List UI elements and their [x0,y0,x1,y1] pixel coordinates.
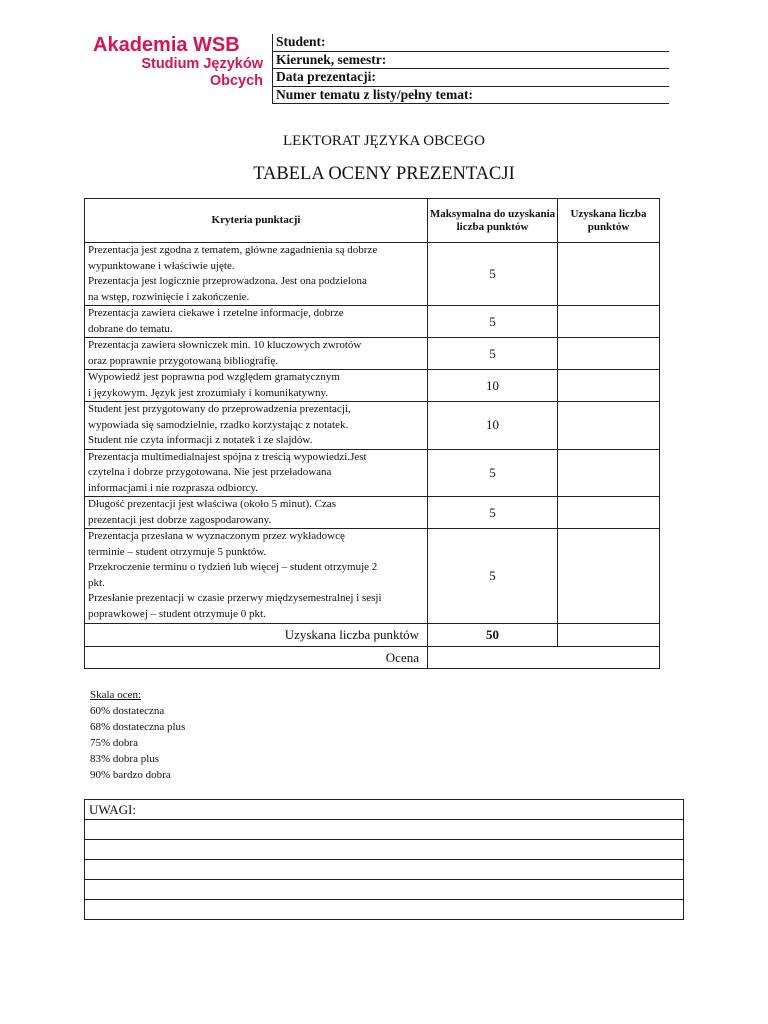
criteria-text [85,497,428,529]
scale-item: 75% dobra [90,737,138,749]
obtained-points-cell[interactable] [558,243,660,306]
criteria-line: Prezentacja jest logicznie przeprowadzona. Jest ona podzielona [88,275,367,287]
criteria-line: Długość prezentacji jest właściwa (około 5 minut). Czas [88,498,337,510]
total-obtained-cell[interactable] [558,624,660,647]
criteria-line: Student nie czyta informacji z notatek i ze slajdów. [88,434,313,446]
criteria-row [85,449,660,497]
max-points-value: 5 [428,338,558,370]
criteria-text [85,370,428,402]
criteria-line: informacjami i nie rozprasza odbiorcy. [88,481,259,494]
criteria-row [85,402,660,450]
max-points-value: 10 [428,402,558,450]
max-points-value: 5 [428,449,558,497]
criteria-text [85,449,428,497]
document-title: TABELA OCENY PREZENTACJI [253,164,515,184]
criteria-line: terminie – student otrzymuje 5 punktów. [88,545,267,558]
criteria-line: poprawkowej – student otrzymuje 0 pkt. [88,607,266,620]
obtained-points-cell[interactable] [558,402,660,450]
criteria-line: Prezentacja zawiera ciekawe i rzetelne informacje, dobrze [88,307,344,319]
criteria-row [85,497,660,529]
max-points-header: Maksymalna do uzyskania liczba punktów [428,199,558,243]
max-points-value: 5 [428,243,558,306]
grading-scale [90,687,185,783]
notes-line[interactable] [85,820,684,840]
notes-line[interactable] [85,860,684,880]
obtained-points-cell[interactable] [558,497,660,529]
criteria-line: Wypowiedź jest poprawna pod względem gramatycznym [88,371,340,383]
criteria-line: pkt. [88,576,105,589]
obtained-points-cell[interactable] [558,370,660,402]
criteria-text [85,306,428,338]
criteria-line: na wstęp, rozwinięcie i zakończenie. [88,290,250,303]
criteria-header: Kryteria punktacji [85,199,428,243]
criteria-text [85,402,428,450]
student-field[interactable]: Student: [272,34,669,52]
criteria-text [85,338,428,370]
scale-heading: Skala ocen: [90,689,142,701]
obtained-points-cell[interactable] [558,306,660,338]
student-info-block [272,34,669,104]
criteria-line: Student jest przygotowany do przeprowadzenia prezentacji, [88,403,351,415]
grading-table [84,198,660,669]
topic-field[interactable]: Numer tematu z listy/pełny temat: [272,87,669,105]
criteria-line: Przekroczenie terminu o tydzień lub więcej – student otrzymuje 2 [88,561,378,573]
criteria-line: i językowym. Język jest zrozumiały i komunikatywny. [88,386,329,399]
course-semester-field[interactable]: Kierunek, semestr: [272,52,669,70]
criteria-line: Przesłanie prezentacji w czasie przerwy międzysemestralnej i sesji [88,592,382,604]
notes-label: UWAGI: [85,800,684,820]
criteria-line: oraz poprawnie przygotowaną bibliografię. [88,354,278,367]
notes-table [84,799,684,920]
criteria-line: wypowiada się samodzielnie, rzadko korzystając z notatek. [88,418,349,431]
max-points-value: 5 [428,497,558,529]
logo-line-3: Obcych [209,73,263,89]
presentation-date-field[interactable]: Data prezentacji: [272,69,669,87]
scale-item: 90% bardzo dobra [90,769,171,781]
criteria-row [85,306,660,338]
scale-item: 68% dostateczna plus [90,721,186,733]
total-max-points: 50 [428,624,558,647]
grade-label: Ocena [85,647,428,669]
logo-line-2: Studium Języków [141,56,263,72]
criteria-row [85,243,660,306]
obtained-points-cell[interactable] [558,449,660,497]
grade-cell[interactable] [428,647,660,669]
max-points-value: 5 [428,306,558,338]
document-subtitle: LEKTORAT JĘZYKA OBCEGO [283,133,485,149]
criteria-row [85,370,660,402]
criteria-rows [85,243,660,624]
criteria-line: Prezentacja multimedialnajest spójna z treścią wypowiedzi.Jest [88,450,367,463]
criteria-row [85,338,660,370]
criteria-line: wypunktowane i właściwie ujęte. [88,259,235,272]
obtained-points-header: Uzyskana liczba punktów [558,199,660,243]
academy-logo [93,34,263,90]
criteria-line: Prezentacja przesłana w wyznaczonym przez wykładowcę [88,530,345,542]
criteria-text [85,243,428,306]
max-points-value: 5 [428,529,558,624]
criteria-line: Prezentacja zawiera słowniczek min. 10 kluczowych zwrotów [88,339,362,351]
criteria-text [85,529,428,624]
criteria-line: dobrane do tematu. [88,322,173,335]
obtained-points-cell[interactable] [558,338,660,370]
criteria-line: Prezentacja jest zgodna z tematem, główne zagadnienia są dobrze [88,244,378,256]
notes-line[interactable] [85,880,684,900]
notes-line[interactable] [85,900,684,920]
notes-line[interactable] [85,840,684,860]
scale-item: 83% dobra plus [90,753,160,765]
obtained-points-cell[interactable] [558,529,660,624]
criteria-line: prezentacji jest dobrze zagospodarowany. [88,513,272,526]
logo-line-1: Akademia WSB [93,34,240,56]
scale-item: 60% dostateczna [90,705,165,717]
total-label: Uzyskana liczba punktów [85,624,428,647]
max-points-value: 10 [428,370,558,402]
criteria-line: czytelna i dobrze przygotowana. Nie jest przeładowana [88,466,332,478]
criteria-row [85,529,660,624]
